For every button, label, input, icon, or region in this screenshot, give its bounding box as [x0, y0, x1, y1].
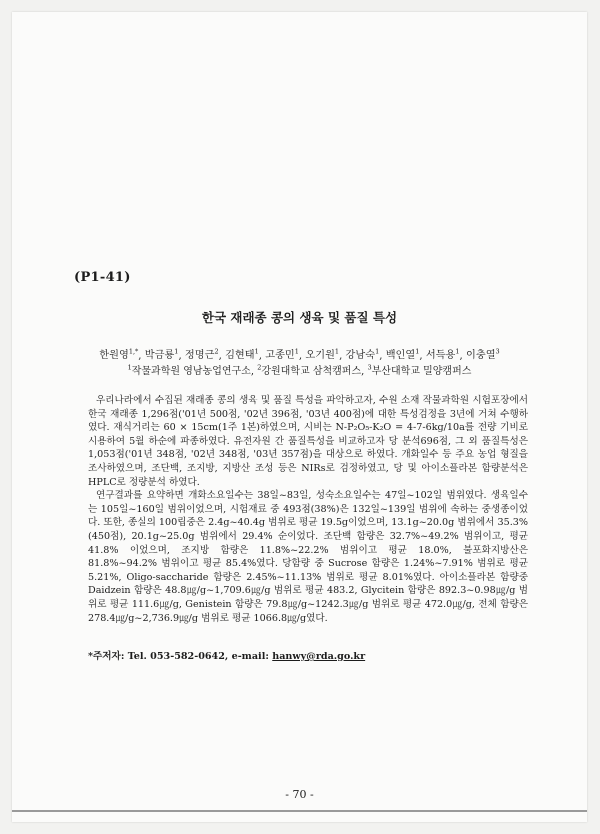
page-number: - 70 -	[285, 788, 314, 801]
affiliation-item	[367, 363, 472, 377]
affiliation-mark: 3	[367, 363, 372, 372]
contact-email-label: e-mail:	[231, 651, 269, 662]
author-name	[466, 350, 500, 361]
author-affiliation-mark: 1	[415, 348, 420, 356]
contact-tel: Tel. 053-582-0642,	[127, 651, 229, 662]
affiliation-list: $^1$작물과학원 영남농업연구소, $^2$강원대학교 삼척캠퍼스, $^3$부산대학교 밀양캠퍼스	[127, 363, 472, 377]
author-affiliation-mark: 1	[334, 348, 340, 356]
affiliation-mark: 1	[127, 363, 132, 372]
affiliation-name: 작물과학원 영남농업연구소	[131, 366, 251, 377]
author-name	[99, 350, 138, 361]
author-name	[265, 350, 299, 361]
author-list: 한원영$^{1,*}$, 박금룡$^1$, 정명근$^2$, 김현태$^1$, 고종민$^1$, 오기원$^1$, 강남숙$^1$, 백인열$^1$, 서득용$^1$, 이충열$^3$	[99, 348, 500, 362]
contact-email[interactable]: hanwy@rda.go.kr	[272, 651, 366, 662]
author-name-text: 박금룡	[144, 350, 175, 362]
author-name-text: 백인열	[385, 350, 416, 362]
abstract-paragraph-results: 연구결과를 요약하면 개화소요일수는 38일~83일, 성숙소요일수는 47일~102일 범위였다. 생육일수는 105일~160일 범위이었으며, 시험재료 중 493점(38%)은 132일~139일 범위에 속하는 중생종이었다. 또한, 종실의 100립중은 2.4g~40.4g 범위로 평균 19.5g이었으며, 13.1g~20.0g 범위에서 35.3%(450점), 20.1g~25.0g 범위에서 29.4% 순이었다. 조단백 함량은 32.7%~49.2% 범위이고, 평균 41.8% 이었으며, 조지방 함량은 11.8%~22.2% 범위이고 평균 18.0%, 불포화지방산은 81.8%~94.2% 범위이고 평균 85.4%였다. 당함량 중 Sucrose 함량은 1.24%~7.91% 범위로 평균 5.21%, Oligo-saccharide 함량은 2.45%~11.13% 범위로 평균 8.01%였다. 아이소플라본 함량중 Daidzein 함량은 48.8㎍/g~1,709.6㎍/g 범위로 평균 483.2, Glycitein 함량은 892.3~0.98㎍/g 범위로 평균 111.6㎍/g, Genistein 함량은 79.8㎍/g~1242.3㎍/g 범위로 평균 472.0㎍/g, 전체 함량은 278.4㎍/g~2,736.9㎍/g 범위로 평균 1066.8㎍/g였다.	[88, 490, 528, 624]
author-name-text: 고종민	[265, 350, 295, 362]
paper-title: 한국 재래종 콩의 생육 및 품질 특성	[201, 310, 398, 325]
affiliation-item	[257, 363, 362, 377]
author-name-text: 서득용	[425, 350, 456, 362]
author-affiliation-mark: 1	[254, 348, 259, 356]
author-name	[346, 350, 380, 361]
author-affiliation-mark: 1,*	[128, 348, 139, 356]
contact-line	[88, 648, 528, 662]
author-name	[305, 350, 339, 361]
author-name-text: 한원영	[99, 350, 129, 362]
author-name	[145, 350, 179, 361]
author-name-text: 정명근	[184, 350, 215, 362]
author-affiliation-mark: 1	[455, 348, 460, 356]
author-name-text: 김현태	[225, 350, 255, 362]
abstract-paragraph-methods: 우리나라에서 수집된 재래종 콩의 생육 및 품질 특성을 파악하고자, 수원 소재 작물과학원 시험포장에서 한국 재래종 1,296점('01년 500점, '02년 396점, '03년 400점)에 대한 특성검정을 3년에 거쳐 수행하였다. 재식거리는 60 × 15cm(1주 1본)하였으며, 시비는 N-P₂O₅-K₂O = 4-7-6kg/10a를 전량 기비로 시용하여 5월 하순에 파종하였다. 유전자원 간 품질특성을 비교하고자 당 분석696점, 그 외 품질특성은 1,053점('01년 348점, '02년 348점, '03년 357점)을 대상으로 하였다. 개화일수 등 주요 농업 형질을 조사하였으며, 조단백, 조지방, 지방산 조성 등은 NIRs로 검정하였고, 당 및 아이소플라본 함량분석은 HPLC로 정량분석 하였다.	[88, 395, 528, 488]
author-name-text: 강남숙	[345, 350, 376, 362]
page-bottom-rule	[12, 810, 587, 812]
affiliation-name: 강원대학교 삼척캠퍼스	[261, 366, 362, 377]
author-affiliation-mark: 1	[174, 348, 179, 356]
author-name	[386, 350, 420, 361]
affiliation-name: 부산대학교 밀양캠퍼스	[371, 366, 472, 377]
abstract-body	[88, 394, 528, 625]
author-name	[225, 350, 259, 361]
contact-label: *주저자:	[88, 651, 125, 662]
author-name-text: 이충열	[466, 350, 496, 362]
author-affiliation-mark: 1	[375, 348, 380, 356]
session-code: (P1-41)	[74, 270, 131, 285]
affiliation-mark: 2	[257, 363, 262, 372]
author-name	[426, 350, 460, 361]
document-page	[12, 12, 587, 822]
author-affiliation-mark: 2	[214, 348, 219, 356]
affiliation-item	[127, 363, 251, 377]
author-affiliation-mark: 3	[495, 348, 500, 356]
author-affiliation-mark: 1	[294, 348, 299, 356]
author-name-text: 오기원	[305, 350, 335, 362]
author-name	[185, 350, 219, 361]
